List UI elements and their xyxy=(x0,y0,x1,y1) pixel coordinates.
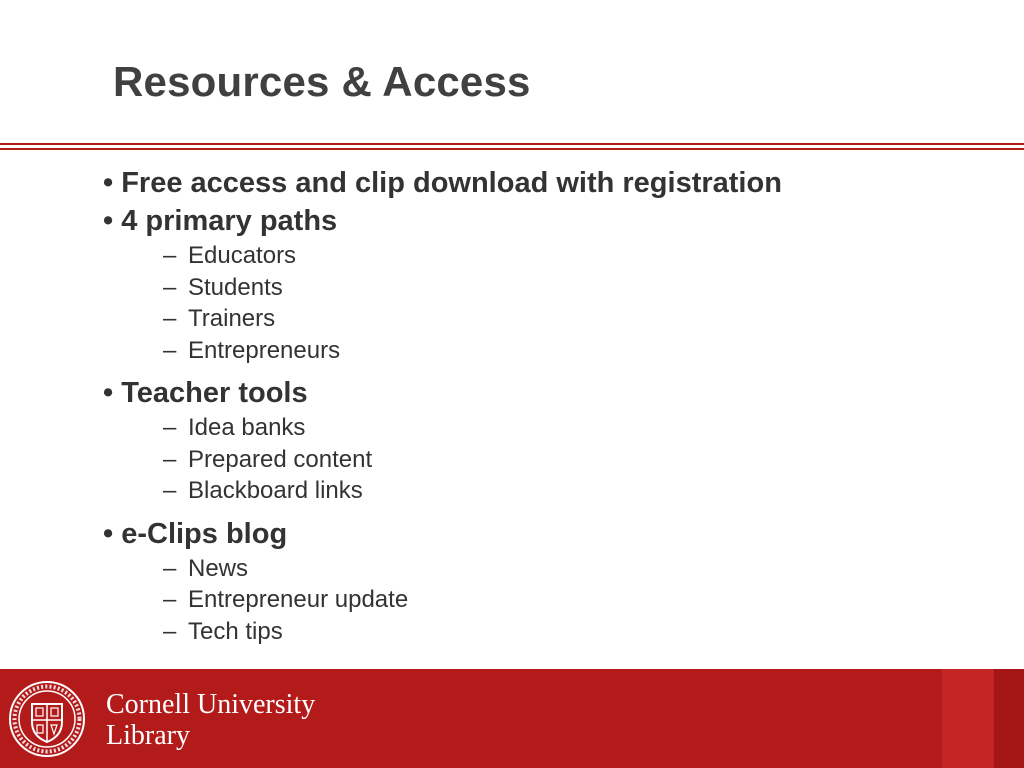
list-item: – Tech tips xyxy=(163,617,283,645)
title-divider-bottom xyxy=(0,148,1024,150)
list-item: – Educators xyxy=(163,242,297,269)
list-item: – Idea banks xyxy=(163,414,306,441)
bullet-free-access: • Free access and clip download with registration xyxy=(103,167,782,199)
bullet-teacher-tools: • Teacher tools xyxy=(103,377,308,409)
list-item: – Students xyxy=(163,273,283,301)
wordmark-line-library: Library xyxy=(106,720,190,751)
list-item: – News xyxy=(163,554,249,582)
footer-band xyxy=(0,669,1024,768)
wordmark-line-university: Cornell University xyxy=(106,689,316,720)
title-divider-top xyxy=(0,143,1024,145)
list-item: – Prepared content xyxy=(163,445,373,473)
bullet-primary-paths: • 4 primary paths xyxy=(103,205,338,237)
primary-paths-list xyxy=(103,240,983,366)
bullet-content xyxy=(103,164,983,647)
teacher-tools-list xyxy=(103,412,983,507)
list-item: – Blackboard links xyxy=(163,477,363,504)
footer-accent-stripe xyxy=(942,669,994,768)
list-item: – Entrepreneur update xyxy=(163,586,409,613)
bullet-eclips-blog: • e-Clips blog xyxy=(103,517,288,550)
footer-accent-stripe xyxy=(994,669,1024,768)
slide-title: Resources & Access xyxy=(113,58,531,105)
list-item: – Trainers xyxy=(163,305,276,332)
library-wordmark xyxy=(106,689,315,751)
eclips-blog-list xyxy=(103,553,983,648)
cornell-seal-icon xyxy=(8,680,86,758)
list-item: – Entrepreneurs xyxy=(163,336,341,364)
